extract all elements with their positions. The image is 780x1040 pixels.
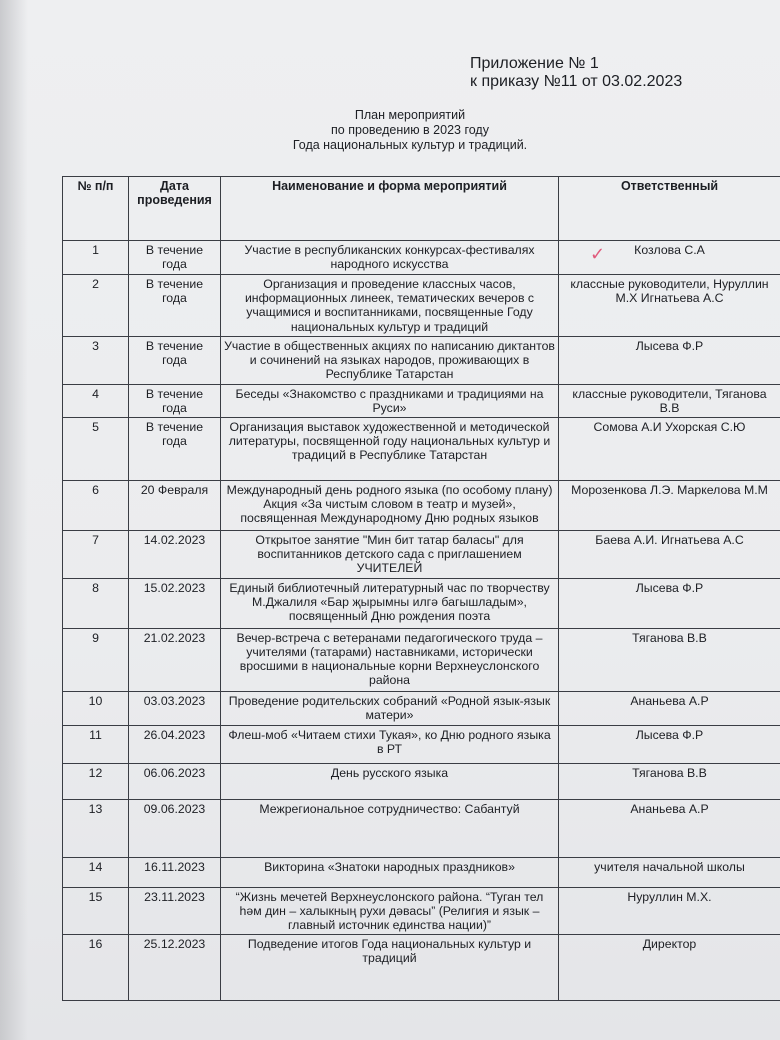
row-responsible: Морозенкова Л.Э. Маркелова М.М: [559, 481, 780, 531]
row-event-name: Международный день родного языка (по особому плану) Акция «За чистым словом в театр и музей», посвященная Международному Дню родных языков: [221, 481, 559, 531]
table-row: [63, 799, 780, 857]
table-row: [63, 691, 780, 725]
header-name: Наименование и форма мероприятий: [221, 177, 559, 241]
row-date: В течение года: [129, 418, 221, 481]
row-responsible: классные руководители, Нуруллин М.Х Игнатьева А.С: [559, 275, 780, 337]
events-table: [62, 176, 780, 1001]
row-date: 03.03.2023: [129, 691, 221, 725]
row-number: 15: [63, 887, 129, 935]
row-responsible: Козлова С.А: [559, 241, 780, 275]
row-date: 09.06.2023: [129, 799, 221, 857]
table-header-row: [63, 177, 780, 241]
row-date: В течение года: [129, 275, 221, 337]
row-number: 2: [63, 275, 129, 337]
page-edge-shadow: [0, 0, 28, 1040]
header-num: № п/п: [63, 177, 129, 241]
row-date: 26.04.2023: [129, 725, 221, 763]
title-line-2: по проведению в 2023 году: [331, 123, 489, 137]
row-event-name: Организация выставок художественной и методической литературы, посвященной году национальных культур и традиций в Республике Татарстан: [221, 418, 559, 481]
row-number: 3: [63, 337, 129, 385]
row-responsible: Директор: [559, 935, 780, 1001]
table-row: [63, 418, 780, 481]
row-event-name: Викторина «Знатоки народных праздников»: [221, 857, 559, 887]
row-responsible: Баева А.И. Игнатьева А.С: [559, 531, 780, 579]
row-number: 16: [63, 935, 129, 1001]
row-responsible: Лысева Ф.Р: [559, 337, 780, 385]
row-event-name: Межрегиональное сотрудничество: Сабантуй: [221, 799, 559, 857]
row-date: В течение года: [129, 384, 221, 417]
table-row: [63, 763, 780, 799]
row-date: 14.02.2023: [129, 531, 221, 579]
table-row: [63, 578, 780, 628]
row-event-name: Участие в общественных акциях по написанию диктантов и сочинений на языках народов, проживающих в Республике Татарстан: [221, 337, 559, 385]
row-event-name: Беседы «Знакомство с праздниками и традициями на Руси»: [221, 384, 559, 417]
appendix-header: [470, 55, 682, 91]
row-responsible: Лысева Ф.Р: [559, 578, 780, 628]
table-row: [63, 481, 780, 531]
appendix-number: Приложение № 1: [470, 55, 599, 72]
row-number: 10: [63, 691, 129, 725]
table-row: [63, 275, 780, 337]
order-reference: к приказу №11 от 03.02.2023: [470, 73, 683, 90]
row-date: 23.11.2023: [129, 887, 221, 935]
row-date: В течение года: [129, 241, 221, 275]
row-number: 4: [63, 384, 129, 417]
row-event-name: Вечер-встреча с ветеранами педагогического труда – учителями (татарами) наставниками, исторически вросшими в национальные корни Верхнеуслонского района: [221, 628, 559, 691]
row-number: 8: [63, 578, 129, 628]
row-event-name: Проведение родительских собраний «Родной язык-язык матери»: [221, 691, 559, 725]
header-responsible: Ответственный: [559, 177, 780, 241]
row-number: 14: [63, 857, 129, 887]
row-responsible: Лысева Ф.Р: [559, 725, 780, 763]
table-row: [63, 935, 780, 1001]
row-responsible: учителя начальной школы: [559, 857, 780, 887]
table-row: [63, 725, 780, 763]
row-number: 12: [63, 763, 129, 799]
row-date: 06.06.2023: [129, 763, 221, 799]
row-number: 5: [63, 418, 129, 481]
table-row: [63, 887, 780, 935]
row-number: 11: [63, 725, 129, 763]
table-row: [63, 337, 780, 385]
row-responsible: Нуруллин М.Х.: [559, 887, 780, 935]
header-date: Дата проведения: [129, 177, 221, 241]
row-event-name: “Жизнь мечетей Верхнеуслонского района. “Туган тел һәм дин – халыкның рухи дәвасы” (Религия и язык – главный источник единства нации)”: [221, 887, 559, 935]
row-event-name: Открытое занятие "Мин бит татар баласы" для воспитанников детского сада с приглашением УЧИТЕЛЕЙ: [221, 531, 559, 579]
row-event-name: Участие в республиканских конкурсах-фестивалях народного искусства: [221, 241, 559, 275]
row-date: 21.02.2023: [129, 628, 221, 691]
table-row: [63, 531, 780, 579]
row-event-name: День русского языка: [221, 763, 559, 799]
plan-title: [230, 108, 590, 153]
row-number: 13: [63, 799, 129, 857]
table-row: [63, 857, 780, 887]
row-responsible: Сомова А.И Ухорская С.Ю: [559, 418, 780, 481]
row-event-name: Подведение итогов Года национальных культур и традиций: [221, 935, 559, 1001]
table-row: [63, 241, 780, 275]
row-number: 7: [63, 531, 129, 579]
table-row: [63, 628, 780, 691]
row-number: 1: [63, 241, 129, 275]
row-date: 16.11.2023: [129, 857, 221, 887]
title-line-1: План мероприятий: [354, 108, 466, 122]
row-date: 20 Февраля: [129, 481, 221, 531]
checkmark-annotation: ✓: [590, 244, 606, 264]
row-responsible: Ананьева А.Р: [559, 799, 780, 857]
row-date: В течение года: [129, 337, 221, 385]
row-number: 6: [63, 481, 129, 531]
row-event-name: Единый библиотечный литературный час по творчеству М.Джалиля «Бар җырымны илгә багышладым», посвященный Дню рождения поэта: [221, 578, 559, 628]
title-line-3: Года национальных культур и традиций.: [292, 138, 528, 152]
row-responsible: Тяганова В.В: [559, 628, 780, 691]
row-date: 25.12.2023: [129, 935, 221, 1001]
table-row: [63, 384, 780, 417]
row-responsible: классные руководители, Тяганова В.В: [559, 384, 780, 417]
row-responsible: Ананьева А.Р: [559, 691, 780, 725]
row-event-name: Организация и проведение классных часов, информационных линеек, тематических вечеров с учащимися и воспитанниками, посвященные Году национальных культур и традиций: [221, 275, 559, 337]
row-number: 9: [63, 628, 129, 691]
row-event-name: Флеш-моб «Читаем стихи Тукая», ко Дню родного языка в РТ: [221, 725, 559, 763]
row-date: 15.02.2023: [129, 578, 221, 628]
row-responsible: Тяганова В.В: [559, 763, 780, 799]
